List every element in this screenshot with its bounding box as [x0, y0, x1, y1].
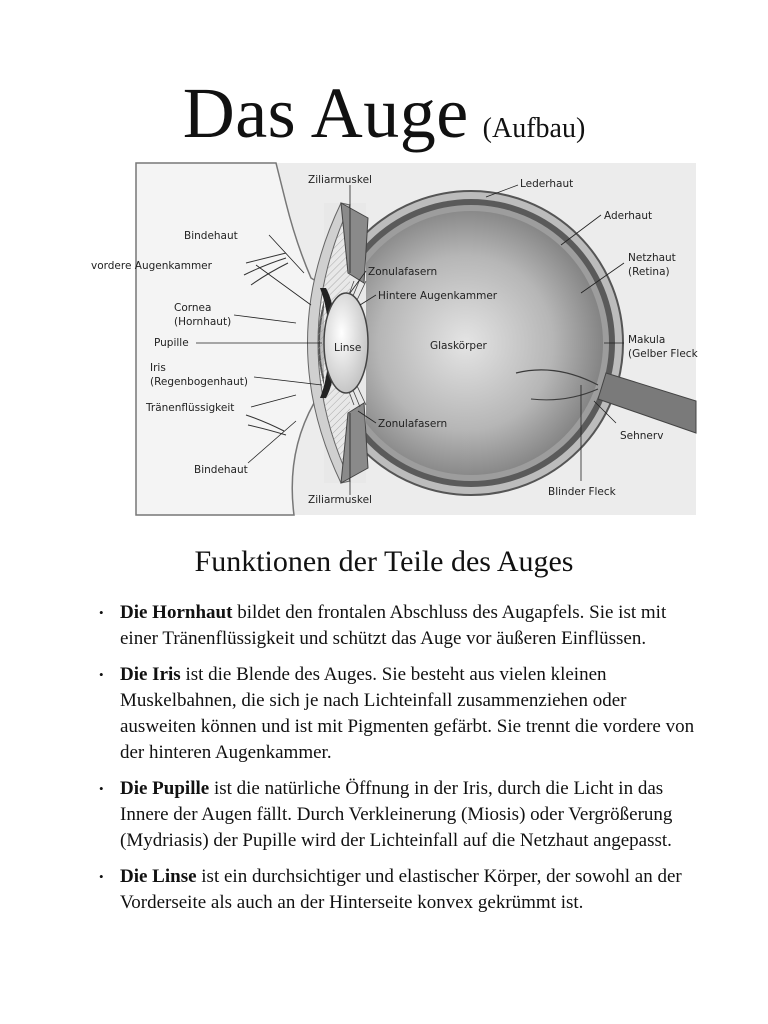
- label-traenenfluessigkeit: Tränenflüssigkeit: [146, 402, 235, 414]
- label-regenbogenhaut: (Regenbogenhaut): [150, 376, 248, 388]
- label-retina: (Retina): [628, 266, 670, 278]
- label-zonulafasern-top: Zonulafasern: [368, 266, 438, 278]
- label-cornea: Cornea: [174, 302, 212, 314]
- item-term: Die Hornhaut: [120, 602, 233, 623]
- label-gelber-fleck: (Gelber Fleck: [628, 348, 698, 360]
- eye-diagram: [91, 163, 698, 515]
- bullet: •: [99, 667, 104, 682]
- page-title: [0, 72, 768, 155]
- bullet: •: [99, 869, 104, 884]
- label-netzhaut: Netzhaut: [628, 252, 676, 264]
- label-sehnerv: Sehnerv: [620, 430, 664, 442]
- title-subtitle: (Aufbau): [482, 113, 586, 144]
- label-bindehaut-top: Bindehaut: [184, 230, 238, 242]
- label-blinder-fleck: Blinder Fleck: [548, 486, 616, 498]
- item-text: ist die Blende des Auges. Sie besteht aus vielen kleinen Muskelbahnen, die sich je nach Lichteinfall zusammenziehen oder ausweiten können und ist mit Pigmenten gefärbt. Sie trennt die vordere von der hinteren Augenkammer.: [120, 664, 695, 763]
- bullet: •: [99, 605, 104, 620]
- label-hintere-augenkammer: Hintere Augenkammer: [378, 290, 498, 302]
- eye-diagram-svg: [91, 163, 698, 515]
- item-term: Die Pupille: [120, 778, 210, 799]
- label-ziliarmuskel-bottom: Ziliarmuskel: [308, 494, 372, 506]
- section-title: Funktionen der Teile des Auges: [194, 545, 574, 578]
- label-bindehaut-bottom: Bindehaut: [194, 464, 248, 476]
- list-item: [95, 864, 695, 916]
- label-vordere-augenkammer: vordere Augenkammer: [91, 260, 212, 272]
- item-text: ist ein durchsichtiger und elastischer Körper, der sowohl an der Vorderseite als auch an der Hinterseite konvex gekrümmt ist.: [120, 866, 682, 913]
- function-list: [95, 600, 695, 926]
- label-iris: Iris: [150, 362, 166, 374]
- item-text: ist die natürliche Öffnung in der Iris, durch die Licht in das Innere der Augen fällt. Durch Verkleinerung (Miosis) oder Vergrößerung (Mydriasis) der Pupille wird der Lichteinfall auf die Netzhaut angepasst.: [120, 778, 673, 851]
- label-glaskoerper: Glaskörper: [430, 340, 487, 352]
- label-ziliarmuskel-top: Ziliarmuskel: [308, 174, 372, 186]
- item-term: Die Linse: [120, 866, 197, 887]
- label-hornhaut: (Hornhaut): [174, 316, 232, 328]
- item-text: bildet den frontalen Abschluss des Augapfels. Sie ist mit einer Tränenflüssigkeit und schützt das Auge vor äußeren Einflüssen.: [120, 602, 667, 649]
- item-term: Die Iris: [120, 664, 181, 685]
- label-makula: Makula: [628, 334, 666, 346]
- label-zonulafasern-bottom: Zonulafasern: [378, 418, 448, 430]
- list-item: [95, 776, 695, 854]
- label-lederhaut: Lederhaut: [520, 178, 574, 190]
- label-aderhaut: Aderhaut: [604, 210, 653, 222]
- title-main: Das Auge: [182, 73, 469, 153]
- label-pupille: Pupille: [154, 337, 189, 349]
- label-linse: Linse: [334, 342, 362, 354]
- list-item: [95, 662, 695, 766]
- list-item: [95, 600, 695, 652]
- optic-nerve-shape: [598, 373, 696, 433]
- bullet: •: [99, 781, 104, 796]
